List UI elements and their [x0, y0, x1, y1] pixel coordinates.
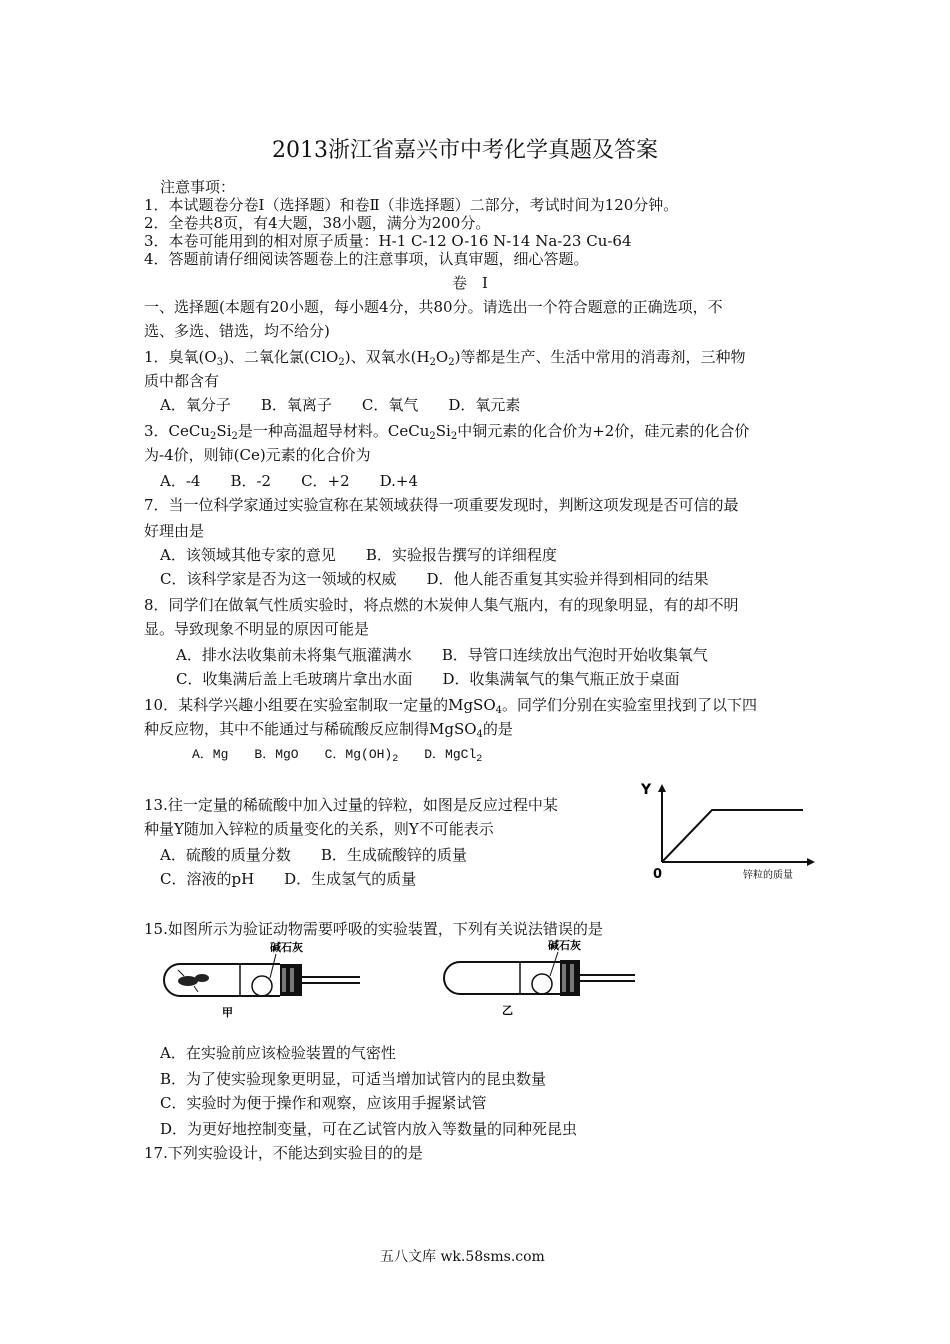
q8-options-ab: A．排水法收集前未将集气瓶灌满水 B．导管口连续放出气泡时开始收集氧气 [176, 646, 708, 664]
q15-option-b: B．为了使实验现象更明显，可适当增加试管内的昆虫数量 [160, 1070, 547, 1088]
q10-stem-line2: 种反应物，其中不能通过与稀硫酸反应制得MgSO$_4$的是 [144, 720, 513, 740]
graph-y-arrow [658, 784, 666, 792]
q8-stem-line1: 8．同学们在做氧气性质实验时，将点燃的木炭伸人集气瓶内，有的现象明显，有的却不明 [144, 596, 739, 614]
alkali-lime-bag [252, 976, 272, 996]
notes-item-4: 4．答题前请仔细阅读答题卷上的注意事项，认真审题，细心答题。 [144, 250, 589, 268]
q7-stem-line2: 好理由是 [144, 522, 205, 540]
label-pointer [270, 954, 276, 978]
q15-option-d: D．为更好地控制变量，可在乙试管内放入等数量的同种死昆虫 [160, 1120, 578, 1138]
part1-line2: 选、多选、错选，均不给分) [144, 322, 330, 340]
section-title: 卷 Ⅰ [452, 274, 488, 292]
reagent-label: 碱石灰 [548, 939, 581, 952]
reagent-label: 碱石灰 [270, 941, 303, 954]
apparatus-jia [150, 938, 380, 1020]
q13-options-cd: C．溶液的pH D．生成氢气的质量 [160, 870, 417, 888]
apparatus-name-label: 甲 [222, 1006, 233, 1019]
graph-curve [662, 810, 803, 862]
q13-options-ab: A．硫酸的质量分数 B．生成硫酸锌的质量 [160, 846, 467, 864]
graph-x-arrow [807, 858, 815, 866]
apparatus-yi [430, 936, 650, 1020]
q15-option-c: C．实验时为便于操作和观察，应该用手握紧试管 [160, 1094, 487, 1112]
part1-line1: 一、选择题(本题有20小题，每小题4分，共80分。请选出一个符合题意的正确选项，不 [144, 298, 723, 316]
q7-options-ab: A．该领域其他专家的意见 B．实验报告撰写的详细程度 [160, 546, 557, 564]
apparatus-name-label: 乙 [502, 1004, 513, 1017]
q3-options: A．-4 B．-2 C．+2 D.+4 [160, 472, 419, 490]
q8-stem-line2: 显。导致现象不明显的原因可能是 [144, 620, 370, 638]
q3-stem-line2: 为-4价，则铈(Ce)元素的化合价为 [144, 446, 371, 464]
notes-heading: 注意事项： [160, 178, 236, 196]
q13-graph [635, 770, 825, 885]
q1-stem-line2: 质中都含有 [144, 372, 220, 390]
q13-stem-line1: 13.往一定量的稀硫酸中加入过量的锌粒，如图是反应过程中某 [144, 796, 558, 814]
graph-x-label: 锌粒的质量 [743, 870, 793, 881]
test-tube [444, 962, 560, 994]
q1-options: A．氧分子 B．氧离子 C．氧气 D．氧元素 [160, 396, 521, 414]
notes-item-2: 2．全卷共8页，有4大题，38小题，满分为200分。 [144, 214, 491, 232]
page-title: 2013浙江省嘉兴市中考化学真题及答案 [272, 138, 658, 163]
q1-stem-line1: 1．臭氧$(O_3)$、二氧化氯(ClO$_2$)、双氧水$(H_2O_2)$等都是生产、生活中常用的消毒剂，三种物 [144, 348, 746, 368]
q10-stem-line1: 10．某科学兴趣小组要在实验室制取一定量的MgSO$_4$。同学们分别在实验室里找到了以下四 [144, 696, 758, 716]
insect-icon [178, 970, 209, 992]
q15-stem-line1: 15.如图所示为验证动物需要呼吸的实验装置，下列有关说法错误的是 [144, 920, 603, 938]
graph-origin-label: 0 [653, 867, 663, 882]
graph-y-label: Y [641, 782, 652, 798]
alkali-lime-bag [532, 974, 552, 994]
notes-item-1: 1．本试题卷分卷Ⅰ（选择题）和卷Ⅱ（非选择题）二部分，考试时间为120分钟。 [144, 196, 679, 214]
q17-stem-line1: 17.下列实验设计，不能达到实验目的的是 [144, 1144, 423, 1162]
label-pointer [550, 952, 558, 976]
q3-stem-line1: 3．$CeCu_2Si_2$是一种高温超导材料。$CeCu_2Si_2$中铜元素的化合价为+2价，硅元素的化合价 [144, 422, 750, 442]
q13-stem-line2: 种量Y随加入锌粒的质量变化的关系，则Y不可能表示 [144, 820, 494, 838]
q7-options-cd: C．该科学家是否为这一领域的权威 D．他人能否重复其实验并得到相同的结果 [160, 570, 709, 588]
footer-watermark: 五八文库 wk.58sms.com [380, 1249, 545, 1265]
q10-options: A．Mg B．MgO C．$Mg(OH)_2$ D．MgCl$_2$ [192, 747, 483, 765]
q15-option-a: A．在实验前应该检验装置的气密性 [160, 1044, 396, 1062]
q7-stem-line1: 7．当一位科学家通过实验宣称在某领域获得一项重要发现时，判断这项发现是否可信的最 [144, 496, 739, 514]
notes-item-3: 3．本卷可能用到的相对原子质量：H-1 C-12 O-16 N-14 Na-23 Cu-64 [144, 232, 632, 250]
q8-options-cd: C．收集满后盖上毛玻璃片拿出水面 D．收集满氧气的集气瓶正放于桌面 [176, 670, 680, 688]
